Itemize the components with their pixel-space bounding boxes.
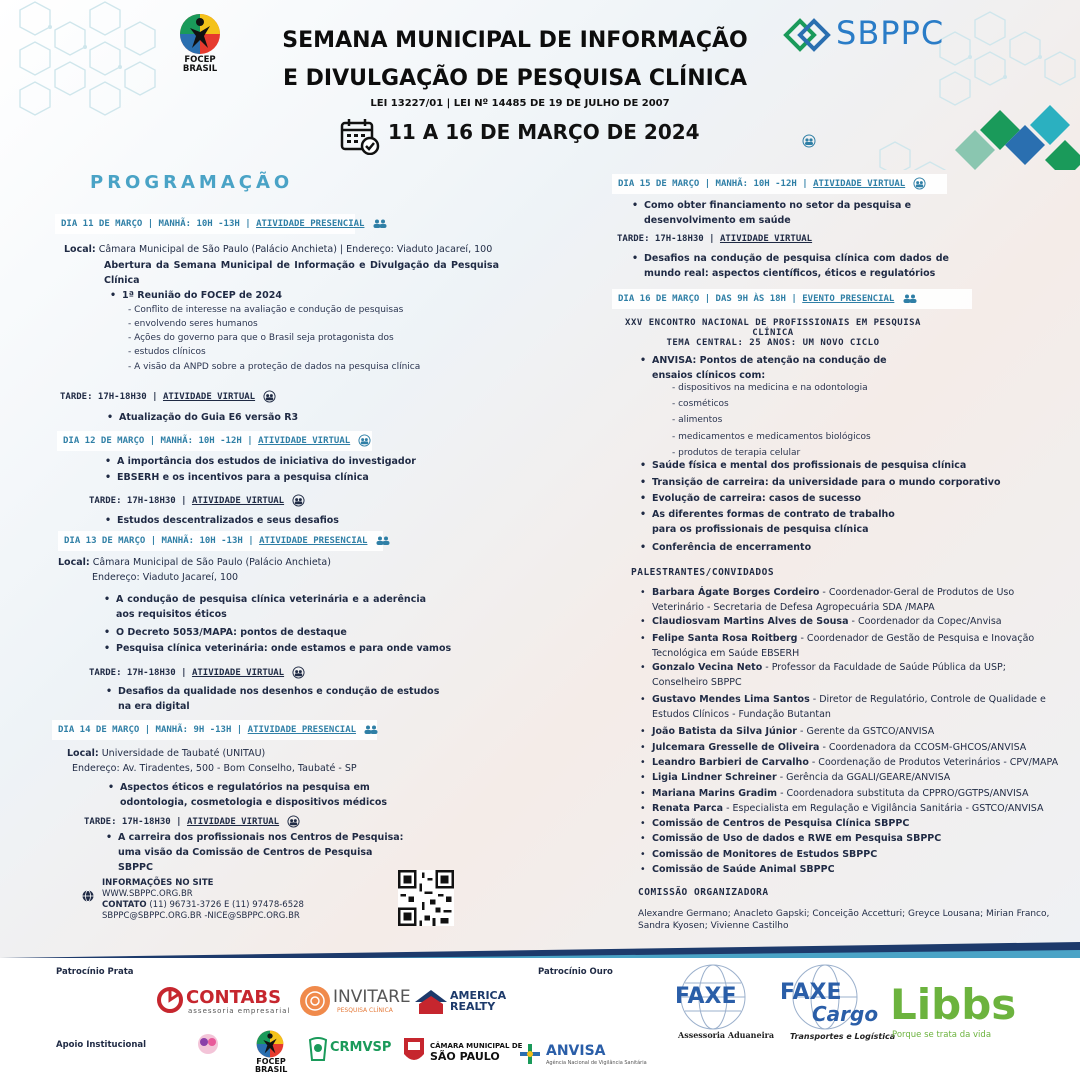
sbppc-logo-icon xyxy=(782,12,832,58)
day13-item: • O Decreto 5053/MAPA: pontos de destaque xyxy=(116,625,347,640)
cargo-sub: Transportes e Logística xyxy=(790,1032,896,1041)
focep-footer-logo: FOCEP BRASIL xyxy=(255,1057,288,1074)
program-title: PROGRAMAÇÃO xyxy=(90,172,294,193)
speaker-role: - Coordenador da Copec/Anvisa xyxy=(848,616,1002,627)
day14-item: • Aspectos éticos e regulatórios na pesquisa em odontologia, cosmetologia e dispositivos médicos xyxy=(120,780,430,810)
faxe-sub: Assessoria Aduaneira xyxy=(678,1030,775,1040)
day11-subitem: - Ações do governo para que o Brasil seja protagonista dos xyxy=(128,333,394,343)
speaker-name: Comissão de Centros de Pesquisa Clínica SBPPC xyxy=(652,818,910,829)
speaker-name: Renata Parca xyxy=(652,803,724,814)
day12-bar: DIA 12 DE MARÇO | MANHÃ: 10H -12H | ATIVIDADE VIRTUAL xyxy=(57,431,372,451)
day13-tarde-item: • Desafios da qualidade nos desenhos e condução de estudos na era digital xyxy=(118,684,443,714)
day16-item: • Transição de carreira: da universidade para o mundo corporativo xyxy=(652,475,1001,490)
america-realty-icon xyxy=(415,988,447,1014)
speaker-item xyxy=(652,692,1062,722)
contabs-sub: assessoria empresarial xyxy=(188,1007,291,1015)
day13-item: • A condução de pesquisa clínica veterinária e a aderência aos requisitos éticos xyxy=(116,592,426,622)
page-title: SEMANA MUNICIPAL DE INFORMAÇÃO E DIVULGAÇÃO DE PESQUISA CLÍNICA xyxy=(282,28,748,91)
speaker-item xyxy=(652,724,1062,739)
day12-tarde-link[interactable]: ATIVIDADE VIRTUAL xyxy=(191,496,285,506)
speaker-role: - Coordenador de Gestão de Pesquisa e Inovação Tecnológica em Saúde EBSERH xyxy=(652,633,1035,659)
speaker-item xyxy=(652,770,1062,785)
day13-address: Endereço: Viaduto Jacareí, 100 xyxy=(92,572,239,583)
virtual-activity-icon xyxy=(263,390,276,403)
day16-anvisa-subitem: - alimentos xyxy=(672,415,723,425)
contact-emails[interactable]: SBPPC@SBPPC.ORG.BR -NICE@SBPPC.ORG.BR xyxy=(102,911,300,921)
day14-bar: DIA 14 DE MARÇO | MANHÃ: 9H -13H | ATIVIDADE PRESENCIAL xyxy=(52,720,377,740)
crmv-logo: CRMVSP xyxy=(330,1040,392,1055)
day11-tarde-item: • Atualização do Guia E6 versão R3 xyxy=(119,410,298,425)
speaker-role: - Coordenadora substituta da CPPRO/GGTPS/ANVISA xyxy=(777,788,1029,799)
speaker-name: Comissão de Uso de dados e RWE em Pesquisa SBPPC xyxy=(652,833,942,844)
speaker-item xyxy=(652,816,1062,831)
day13-bar: DIA 13 DE MARÇO | MANHÃ: 10H -13H | ATIVIDADE PRESENCIAL xyxy=(58,531,383,551)
contabs-logo-icon xyxy=(155,985,185,1015)
virtual-activity-icon xyxy=(802,134,816,148)
focep-logo-text: FOCEP BRASIL xyxy=(182,55,218,74)
speaker-role: - Gerência da GGALI/GEARE/ANVISA xyxy=(776,772,951,783)
day11-meeting: • 1ª Reunião do FOCEP de 2024 xyxy=(122,288,282,303)
day15-tarde: TARDE: 17H-18H30 | ATIVIDADE VIRTUAL xyxy=(617,234,813,244)
day13-item: • Pesquisa clínica veterinária: onde estamos e para onde vamos xyxy=(116,641,451,656)
speaker-item xyxy=(652,862,1062,877)
speaker-name: Barbara Ágate Borges Cordeiro xyxy=(652,587,820,598)
virtual-activity-icon xyxy=(292,666,305,679)
speaker-name: Julcemara Gresselle de Oliveira xyxy=(652,742,820,753)
speaker-name: Felipe Santa Rosa Roitberg xyxy=(652,633,798,644)
qr-code[interactable] xyxy=(398,870,454,926)
speaker-name: João Batista da Silva Júnior xyxy=(652,726,797,737)
speaker-name: Ligia Lindner Schreiner xyxy=(652,772,777,783)
speaker-item xyxy=(652,631,1062,661)
virtual-activity-icon xyxy=(358,434,371,447)
invitare-logo-icon xyxy=(298,984,332,1018)
faxe-logo: FAXE xyxy=(675,984,737,1009)
america-realty-logo: AMERICA REALTY xyxy=(450,989,507,1013)
day16-encontro: XXV ENCONTRO NACIONAL DE PROFISSIONAIS EM PESQUISA CLÍNICA TEMA CENTRAL: 25 ANOS: UM NOVO CICLO xyxy=(625,318,921,348)
day16-item: • Saúde física e mental dos profissionais de pesquisa clínica xyxy=(652,458,966,473)
speaker-item xyxy=(652,847,1062,862)
day11-tarde: TARDE: 17H-18H30 | ATIVIDADE VIRTUAL xyxy=(60,390,276,403)
virtual-activity-icon xyxy=(913,177,926,190)
day12-tarde: TARDE: 17H-18H30 | ATIVIDADE VIRTUAL xyxy=(89,494,305,507)
day11-subitem: - envolvendo seres humanos xyxy=(128,319,258,329)
day13-activity-link[interactable]: ATIVIDADE PRESENCIAL xyxy=(259,536,368,546)
day16-activity-link[interactable]: EVENTO PRESENCIAL xyxy=(802,294,895,304)
day14-tarde-item: • A carreira dos profissionais nos Centros de Pesquisa: uma visão da Comissão de Centros de Pesquisa SBPPC xyxy=(118,830,408,875)
faxe-cargo-logo: FAXE xyxy=(780,980,842,1005)
speaker-role: - Gerente da GSTCO/ANVISA xyxy=(796,726,935,737)
speaker-name: Mariana Marins Gradim xyxy=(652,788,778,799)
day16-anvisa-subitem: - dispositivos na medicina e na odontologia xyxy=(672,383,868,393)
anvisa-logo: ANVISA xyxy=(546,1043,606,1059)
speaker-name: Gustavo Mendes Lima Santos xyxy=(652,694,810,705)
speaker-name: Gonzalo Vecina Neto xyxy=(652,662,763,673)
speaker-item xyxy=(652,801,1062,816)
day11-opening: Abertura da Semana Municipal de Informação e Divulgação da Pesquisa Clínica xyxy=(104,260,499,286)
day11-bar: DIA 11 DE MARÇO | MANHÃ: 10H -13H | ATIVIDADE PRESENCIAL xyxy=(55,214,355,234)
speaker-item xyxy=(652,614,1062,629)
globe-icon xyxy=(82,890,94,902)
contabs-logo: CONTABS xyxy=(186,987,282,1008)
focep-footer-logo-icon xyxy=(254,1028,286,1060)
contact-block: INFORMAÇÕES NO SITE WWW.SBPPC.ORG.BR CONTATO (11) 96731-3726 E (11) 97478-6528 SBPPC@SBPPC.ORG.BR -NICE@SBPPC.ORG.BR xyxy=(102,878,362,922)
speaker-role: - Coordenador-Geral de Produtos de Uso Veterinário - Secretaria de Defesa Agropecuária SDA /MAPA xyxy=(652,587,1015,613)
people-icon xyxy=(373,219,387,228)
day11-subitem: - Conflito de interesse na avaliação e condução de pesquisas xyxy=(128,305,404,315)
day14-local: Local: Universidade de Taubaté (UNITAU) xyxy=(67,748,266,759)
sbppc-logo-text: SBPPC xyxy=(836,14,945,52)
day11-activity-link[interactable]: ATIVIDADE PRESENCIAL xyxy=(256,219,365,229)
virtual-activity-icon xyxy=(287,815,300,828)
speaker-role: - Diretor de Regulatório, Controle de Qualidade e Estudos Clínicos - Fundação Butantan xyxy=(652,694,1046,720)
speaker-item xyxy=(652,585,1062,615)
speaker-role: - Coordenadora da CCOSM-GHCOS/ANVISA xyxy=(819,742,1027,753)
anvisa-sub: Agência Nacional de Vigilância Sanitária xyxy=(546,1060,647,1066)
crmv-logo-icon xyxy=(306,1036,330,1064)
day16-anvisa-subitem: - cosméticos xyxy=(672,399,729,409)
invitare-logo: INVITARE xyxy=(333,987,411,1007)
speaker-item xyxy=(652,755,1062,770)
day14-address: Endereço: Av. Tiradentes, 500 - Bom Conselho, Taubaté - SP xyxy=(72,763,357,774)
day11-subitem: - A visão da ANPD sobre a proteção de dados na pesquisa clínica xyxy=(128,362,421,372)
day15-tarde-item: • Desafios na condução de pesquisa clínica com dados de mundo real: aspectos científicos, éticos e regulatórios xyxy=(644,251,949,281)
sponsor-ouro-label: Patrocínio Ouro xyxy=(538,967,613,977)
day11-local: Local: Câmara Municipal de São Paulo (Palácio Anchieta) | Endereço: Viaduto Jacareí, 100 xyxy=(64,244,493,255)
day14-tarde: TARDE: 17H-18H30 | ATIVIDADE VIRTUAL xyxy=(84,815,300,828)
committee-members: Alexandre Germano; Anacleto Gapski; Conceição Accetturi; Greyce Lousana; Mirian Franco, Sandra Kyosen; Vivienne Castilho xyxy=(638,909,1050,931)
day15-item: • Como obter financiamento no setor da pesquisa e desenvolvimento em saúde xyxy=(644,198,914,228)
calendar-check-icon xyxy=(340,117,380,155)
speaker-name: Leandro Barbieri de Carvalho xyxy=(652,757,809,768)
invitare-sub: PESQUISA CLÍNICA xyxy=(337,1007,393,1014)
support-label: Apoio Institucional xyxy=(56,1040,147,1050)
day11-subitem: - estudos clínicos xyxy=(128,347,206,357)
speaker-item xyxy=(652,740,1062,755)
libbs-logo: Libbs xyxy=(890,980,1017,1029)
day13-local: Local: Câmara Municipal de São Paulo (Palácio Anchieta) xyxy=(58,557,331,568)
day12-activity-link[interactable]: ATIVIDADE VIRTUAL xyxy=(258,436,351,446)
day15-tarde-link[interactable]: ATIVIDADE VIRTUAL xyxy=(719,234,813,244)
day12-item: • A importância dos estudos de iniciativa do investigador xyxy=(117,454,416,469)
day16-anvisa-subitem: - produtos de terapia celular xyxy=(672,448,801,458)
camara-sp-logo-icon xyxy=(402,1036,426,1066)
people-icon xyxy=(364,725,378,734)
law-reference: LEI 13227/01 | LEI Nº 14485 DE 19 DE JULHO DE 2007 xyxy=(370,98,670,109)
people-icon xyxy=(376,536,390,545)
day14-tarde-link[interactable]: ATIVIDADE VIRTUAL xyxy=(186,817,280,827)
people-icon xyxy=(903,294,917,303)
ffdp-logo-icon xyxy=(192,1032,224,1058)
day13-tarde: TARDE: 17H-18H30 | ATIVIDADE VIRTUAL xyxy=(89,666,305,679)
day13-tarde-link[interactable]: ATIVIDADE VIRTUAL xyxy=(191,668,285,678)
day12-tarde-item: • Estudos descentralizados e seus desafios xyxy=(117,513,339,528)
speakers-heading: PALESTRANTES/CONVIDADOS xyxy=(631,567,775,578)
speaker-name: Claudiosvam Martins Alves de Sousa xyxy=(652,616,849,627)
speaker-item xyxy=(652,831,1062,846)
camara-sp-logo: CÂMARA MUNICIPAL DE SÃO PAULO xyxy=(430,1042,523,1063)
virtual-activity-icon xyxy=(292,494,305,507)
day16-anvisa-item: • ANVISA: Pontos de atenção na condução de ensaios clínicos com: xyxy=(652,353,922,383)
day16-item: • Conferência de encerramento xyxy=(652,540,811,555)
day16-anvisa-subitem: - medicamentos e medicamentos biológicos xyxy=(672,432,871,442)
day14-activity-link[interactable]: ATIVIDADE PRESENCIAL xyxy=(247,725,357,735)
day12-item: • EBSERH e os incentivos para a pesquisa clínica xyxy=(117,470,369,485)
day15-bar: DIA 15 DE MARÇO | MANHÃ: 10H -12H | ATIVIDADE VIRTUAL xyxy=(612,174,947,194)
speaker-role: - Especialista em Regulação e Vigilância Sanitária - GSTCO/ANVISA xyxy=(723,803,1044,814)
speaker-role: - Professor da Faculdade de Saúde Pública da USP; Conselheiro SBPPC xyxy=(652,662,1006,688)
speaker-name: Comissão de Saúde Animal SBPPC xyxy=(652,864,835,875)
event-dates: 11 A 16 DE MARÇO DE 2024 xyxy=(388,120,700,144)
committee-heading: COMISSÃO ORGANIZADORA xyxy=(638,887,769,898)
day16-item: • As diferentes formas de contrato de trabalho para os profissionais de pesquisa clínica xyxy=(652,507,912,537)
speaker-item xyxy=(652,786,1062,801)
cargo-logo: Cargo xyxy=(812,1002,879,1026)
anvisa-logo-icon xyxy=(518,1042,542,1066)
speaker-item xyxy=(652,660,1062,690)
day16-bar: DIA 16 DE MARÇO | DAS 9H ÀS 18H | EVENTO PRESENCIAL xyxy=(612,289,972,309)
libbs-sub: Porque se trata da vida xyxy=(892,1030,992,1040)
day16-item: • Evolução de carreira: casos de sucesso xyxy=(652,491,861,506)
speaker-role: - Coordenação de Produtos Veterinários - CPV/MAPA xyxy=(808,757,1059,768)
day11-tarde-link[interactable]: ATIVIDADE VIRTUAL xyxy=(162,392,256,402)
sponsor-prata-label: Patrocínio Prata xyxy=(56,967,134,977)
contact-site[interactable]: WWW.SBPPC.ORG.BR xyxy=(102,889,193,899)
day15-activity-link[interactable]: ATIVIDADE VIRTUAL xyxy=(813,179,906,189)
speaker-name: Comissão de Monitores de Estudos SBPPC xyxy=(652,849,878,860)
